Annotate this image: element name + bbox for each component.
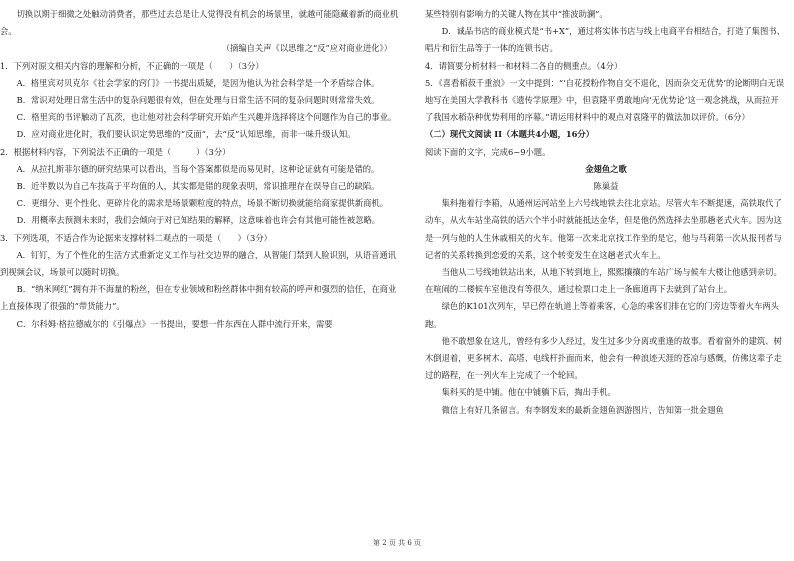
question-2-option-d: D．用概率去预测未来时，我们会倾向于对已知结果的解释，这意味着也许会有其他可能性被忽略。 xyxy=(16,215,381,226)
article-author: 陈巢益 xyxy=(593,181,619,192)
question-3-option-c-continued: 某些特别有影响力的关键人物在其中“推波助澜”。 xyxy=(425,9,608,19)
section-heading: （二）现代文阅读 II（本题共4小题，16分） xyxy=(425,129,595,140)
page-number: 第 2 页 共 6 页 xyxy=(372,539,422,547)
question-2-option-b: B．近半数以为自己车技高于平均值的人，其实都是错的现象表明，常识推理存在误导自己的缺陷。 xyxy=(16,181,380,192)
article-paragraph-2: 当他从二号线地铁站出来，从地下转到地上，熙熙攘攘的车站广场与候车大楼让他感到亲切。在喧闹的二楼候车室他没有等很久，通过检票口走上一条廊道再下去就到了站台上。 xyxy=(425,267,782,295)
question-2-stem: 2．根据材料内容，下列说法不正确的一项是（ ）（3分） xyxy=(0,146,231,157)
article-title: 金翅鱼之歌 xyxy=(585,163,627,174)
question-1-option-d: D．应对商业进化时，我们要认识定势思维的“反面”，去“反”认知思维，而非一味升级认知。 xyxy=(16,129,356,140)
question-1-option-a: A．格里宾对贝克尔《社会学家的窍门》一书提出质疑，是因为他认为社会科学是一个矛盾综合体。 xyxy=(16,77,380,88)
section-instruction: 阅读下面的文字，完成6~9小题。 xyxy=(425,146,551,157)
question-3-option-c: C．尔科姆·格拉德威尔的《引爆点》一书提出，要想一件东西在人群中流行开来，需要 xyxy=(16,318,333,329)
left-column xyxy=(0,6,402,333)
question-3-option-b: B．“纳米网红”拥有并不海量的粉丝，但在专业领域和粉丝群体中拥有较高的呼声和强烈的信任，在商业上直接体现了很强的“带货能力”。 xyxy=(0,284,397,312)
article-paragraph-3: 绿色的K101次列车，早已停在轨道上等着乘客，心急的乘客们排在它的门旁边等着火车两头跑。 xyxy=(425,301,779,329)
question-1-stem: 1．下列对原文相关内容的理解和分析，不正确的一项是（ ）（3分） xyxy=(0,60,264,71)
question-3-option-a: A．钉钉，为了个性化的生活方式重新定义工作与社交边界的融合，从智能门禁到人脸识别，从语音通讯到视频会议，场景可以随时切换。 xyxy=(0,249,396,278)
question-1-option-c: C．格里宾的书评触动了瓦茨，也让他对社会科学研究开始产生兴趣并选择将这个问题作为自己的事业。 xyxy=(16,112,397,123)
passage-source: （摘编自关声《以思维之“反”应对商业进化》） xyxy=(221,43,392,54)
question-2-option-c: C．更细分、更个性化、更碎片化的需求是场景颗粒度的特点，场景不断切换就能给商家提供新商机。 xyxy=(16,198,389,209)
passage-tail: 切换以期于细微之处触动消费者，那些过去总是让人觉得没有机会的场景里，就越可能隐藏着新的商业机会。 xyxy=(0,9,399,37)
article-paragraph-5: 集科买的是中铺。他在中铺躺下后，掏出手机。 xyxy=(441,387,616,398)
question-4: 4．请简要分析材料一和材料二各自的侧重点。（4分） xyxy=(425,60,623,71)
question-5: 5．《喜看稻菽千重浪》一文中提到：“‘自花授粉作物自交不退化，因而杂交无优势’的论断明白无误地写在美国大学教科书《遗传学原理》中，但袁隆平勇敢地向‘无优势论’这一观念挑战，从而拉开了我国水稻杂种优势利用的序幕。”请运用材料中的观点对袁隆平的做法加以评价。（6分） xyxy=(425,77,785,123)
question-2-option-a: A．从拉扎斯菲尔德的研究结果可以看出，当每个答案都似是而易见时，这种论证就有可能是错的。 xyxy=(16,163,380,174)
question-3-option-d: D．诚品书店的商业模式是“书+X”，通过将实体书店与线上电商平台相结合，打造了集图书、唱片和衍生品等于一体的连锁书店。 xyxy=(425,26,785,54)
question-3-stem: 3．下列选项，不适合作为论据来支撑材料二观点的一项是（ ）（3分） xyxy=(0,232,272,243)
article-paragraph-6: 微信上有好几条留言。有李钢发来的最新金翅鱼泗游图片，告知第一批金翅鱼 xyxy=(441,404,724,415)
article-paragraph-1: 集科拖着行李箱，从通州运河站坐上六号线地铁去往北京站。尽管火车不断提速，高铁取代了动车，从火车站坐高铁的话六个半小时就能抵达金华，但是他仍然选择去坐那趟老式火车。因为这是一列与他的人生休戚相关的火车。他第一次来北京找工作坐的是它，他与马莉第一次从报刊者与记者的关系转换到恋爱的关系，这个转变发生在这趟老式火车上。 xyxy=(425,198,782,260)
question-1-option-b: B．常识对处理日常生活中的复杂问题很有效，但在处理与日常生活不同的复杂问题时则常常失效。 xyxy=(16,95,380,106)
article-paragraph-4: 他不敢想象在这儿，曾经有多少人经过，发生过多少分离或重逢的故事。看着窗外的建筑、树木倒退着，更多树木、高塔、电线杆扑面而来，他会有一种浪迹天涯的苍凉与感慨，仿佛这辈子走过的路程，在一列火车上完成了一个轮回。 xyxy=(425,335,782,381)
right-column xyxy=(425,6,787,419)
